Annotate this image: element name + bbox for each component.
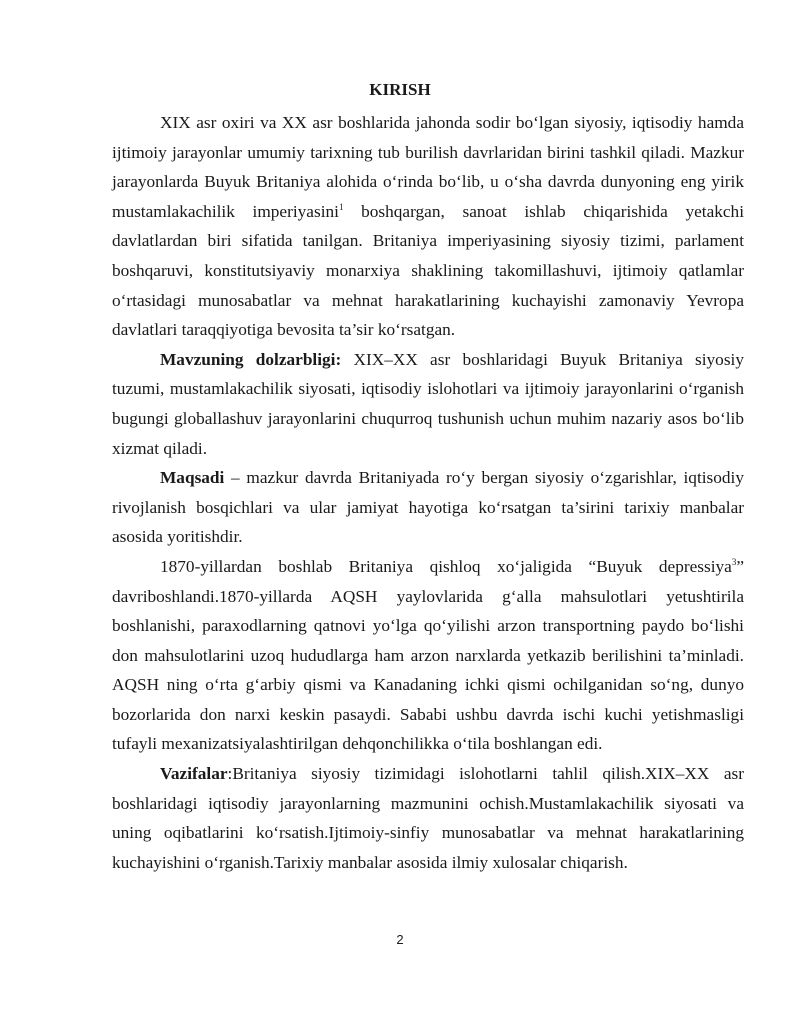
footnote-ref-3: 3 — [731, 557, 737, 568]
goal-label: Maqsadi — [160, 468, 225, 488]
tasks-paragraph — [112, 759, 744, 877]
depression-paragraph — [112, 552, 744, 759]
goal-text: – mazkur davrda Britaniyada ro‘y bergan siyosiy o‘zgarishlar, iqtisodiy rivojlanish bosqichlari va ular jamiyat hayotiga ko‘rsatgan ta’sirini tarixiy manbalar asosida yoritishdir. — [112, 468, 744, 547]
footnote-ref-1: 1 — [338, 202, 344, 213]
tasks-label: Vazifalar — [160, 764, 228, 784]
intro-paragraph — [112, 108, 744, 345]
relevance-text: XIX–XX asr boshlaridagi Buyuk Britaniya siyosiy tuzumi, mustamlakachilik siyosati, iqtisodiy islohotlari va ijtimoiy jarayonlarini o‘rganish bugungi globallashuv jarayonlarini chuqurroq tushunish uchun muhim nazariy asos bo‘lib xizmat qiladi. — [112, 349, 744, 458]
intro-text-end: boshqargan, sanoat ishlab chiqarishida yetakchi davlatlardan biri sifatida tanilgan. Britaniya imperiyasining siyosiy tizimi, parlament boshqaruvi, konstitutsiyaviy monarxiya shaklining takomillashuvi, ijtimoiy qatlamlar o‘rtasidagi munosabatlar va mehnat harakatlarining kuchayishi zamonaviy Yevropa davlatlari taraqqiyotiga bevosita ta’sir ko‘rsatgan. — [112, 201, 744, 340]
goal-paragraph — [112, 463, 744, 552]
depression-text-end: ” davriboshlandi.1870-yillarda AQSH yaylovlarida g‘alla mahsulotlari yetushtirila boshlanishi, paraxodlarning qatnovi yo‘lga qo‘yilishi arzon transportning paydo bo‘lishi don mahsulotlarini uzoq hududlarga ham arzon narxlarda yetkazib berilishini ta’minladi. AQSH ning o‘rta g‘arbiy qismi va Kanadaning ichki qismi ochilganidan so‘ng, dunyo bozorlarida don narxi keskin pasaydi. Sababi ushbu davrda ischi kuchi yetishmasligi tufayli mexanizatsiyalashtirilgan dehqonchilikka o‘tila boshlangan edi. — [112, 556, 744, 754]
depression-text-start: 1870-yillardan boshlab Britaniya qishloq xo‘jaligida “Buyuk depressiya — [160, 556, 732, 576]
intro-text-start: XIX asr oxiri va XX asr boshlarida jahonda sodir bo‘lgan siyosiy, iqtisodiy hamda ijtimoiy jarayonlar umumiy tarixning tub burilish davrlaridan birini tashkil qiladi. Mazkur jarayonlarda Buyuk Britaniya alohida o‘rinda bo‘lib, u o‘sha davrda dunyoning eng yirik mustamlakachilik imperiyasini — [112, 113, 744, 221]
section-heading: KIRISH — [369, 80, 431, 99]
page-number: 2 — [396, 932, 404, 947]
tasks-text: :Britaniya siyosiy tizimidagi islohotlarni tahlil qilish.XIX–XX asr boshlaridagi iqtisodiy jarayonlarning mazmunini ochish.Mustamlakachilik siyosati va uning oqibatlarini ko‘rsatish.Ijtimoiy-sinfiy munosabatlar va mehnat harakatlarining kuchayishini o‘rganish.Tarixiy manbalar asosida ilmiy xulosalar chiqarish. — [112, 764, 744, 872]
relevance-paragraph — [112, 345, 744, 463]
relevance-label: Mavzuning dolzarbligi: — [160, 349, 342, 369]
body-text — [112, 108, 744, 877]
